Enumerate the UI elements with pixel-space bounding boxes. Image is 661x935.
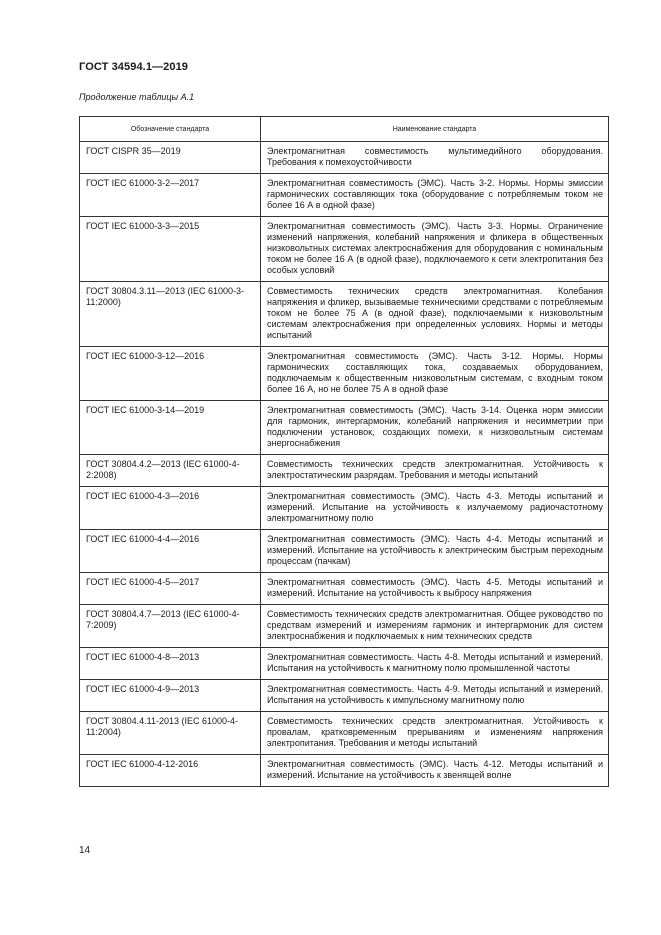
standard-code: ГОСТ IEC 61000-3-2—2017	[80, 174, 261, 217]
table-row	[80, 487, 609, 530]
standard-name: Электромагнитная совместимость (ЭМС). Часть 4-4. Методы испытаний и измерений. Испытание на устойчивость к электрическим быстрым переходным процессам (пачкам)	[261, 530, 609, 573]
standard-name: Электромагнитная совместимость (ЭМС). Часть 3-2. Нормы. Нормы эмиссии гармонических составляющих тока (оборудование с потребляемым током не более 16 А в одной фазе)	[261, 174, 609, 217]
table-header-row	[80, 117, 609, 142]
standard-name: Совместимость технических средств электромагнитная. Устойчивость к электростатическим разрядам. Требования и методы испытаний	[261, 455, 609, 487]
standard-code: ГОСТ 30804.4.2—2013 (IEC 61000-4-2:2008)	[80, 455, 261, 487]
standard-code: ГОСТ IEC 61000-4-3—2016	[80, 487, 261, 530]
table-row	[80, 174, 609, 217]
standard-code: ГОСТ IEC 61000-4-4—2016	[80, 530, 261, 573]
table-row	[80, 648, 609, 680]
standard-code: ГОСТ IEC 61000-3-14—2019	[80, 401, 261, 455]
table-header	[80, 117, 609, 142]
standard-code: ГОСТ IEC 61000-4-8—2013	[80, 648, 261, 680]
table-caption: Продолжение таблицы А.1	[79, 92, 195, 102]
standard-name: Электромагнитная совместимость (ЭМС). Часть 3-3. Нормы. Ограничение изменений напряжения, колебаний напряжения и фликера в общественных низковольтных системах электроснабжения для оборудования с номинальным током не более 16 А (в одной фазе), подключаемого к сети электропитания без особых условий	[261, 217, 609, 282]
standard-code: ГОСТ IEC 61000-3-12—2016	[80, 347, 261, 401]
standard-code: ГОСТ IEC 61000-4-9—2013	[80, 680, 261, 712]
table-row	[80, 455, 609, 487]
table-row	[80, 605, 609, 648]
standard-name: Электромагнитная совместимость (ЭМС). Часть 4-5. Методы испытаний и измерений. Испытание на устойчивость к выбросу напряжения	[261, 573, 609, 605]
standard-name: Электромагнитная совместимость (ЭМС). Часть 4-12. Методы испытаний и измерений. Испытание на устойчивость к звенящей волне	[261, 755, 609, 787]
table-row	[80, 347, 609, 401]
table-row	[80, 573, 609, 605]
standard-code: ГОСТ CISPR 35—2019	[80, 142, 261, 174]
table-body	[80, 142, 609, 787]
standard-name: Электромагнитная совместимость. Часть 4-9. Методы испытаний и измерений. Испытания на устойчивость к импульсному магнитному полю	[261, 680, 609, 712]
table-row	[80, 755, 609, 787]
standards-table	[79, 116, 609, 787]
table-row	[80, 530, 609, 573]
standard-name: Совместимость технических средств электромагнитная. Устойчивость к провалам, кратковременным прерываниям и изменениям напряжения электропитания. Требования и методы испытаний	[261, 712, 609, 755]
standard-name: Электромагнитная совместимость мультимедийного оборудования. Требования к помехоустойчивости	[261, 142, 609, 174]
table-row	[80, 401, 609, 455]
standard-name: Электромагнитная совместимость (ЭМС). Часть 3-14. Оценка норм эмиссии для гармоник, интергармоник, колебаний напряжения и несимметрии при подключении установок, создающих помехи, к низковольтным системам энергоснабжения	[261, 401, 609, 455]
page-number: 14	[79, 845, 91, 856]
standard-code: ГОСТ 30804.3.11—2013 (IEC 61000-3-11:2000)	[80, 282, 261, 347]
standard-code: ГОСТ IEC 61000-4-12-2016	[80, 755, 261, 787]
document-header: ГОСТ 34594.1—2019	[79, 61, 189, 73]
standard-name: Электромагнитная совместимость. Часть 4-8. Методы испытаний и измерений. Испытания на устойчивость к магнитному полю промышленной частоты	[261, 648, 609, 680]
standard-code: ГОСТ IEC 61000-4-5—2017	[80, 573, 261, 605]
standard-code: ГОСТ 30804.4.11-2013 (IEC 61000-4-11:2004)	[80, 712, 261, 755]
table-row	[80, 712, 609, 755]
standard-name: Электромагнитная совместимость (ЭМС). Часть 3-12. Нормы. Нормы гармонических составляющих тока, создаваемых оборудованием, подключаемым к общественным низковольтным системам, с входным током более 16 А, но не более 75 А в одной фазе	[261, 347, 609, 401]
table-row	[80, 217, 609, 282]
table-row	[80, 680, 609, 712]
table-row	[80, 282, 609, 347]
standard-name: Совместимость технических средств электромагнитная. Общее руководство по средствам измерений и измерениям гармоник и интергармоник для систем электроснабжения и подключаемых к ним технических средств	[261, 605, 609, 648]
standard-name: Электромагнитная совместимость (ЭМС). Часть 4-3. Методы испытаний и измерений. Испытание на устойчивость к излучаемому радиочастотному электромагнитному полю	[261, 487, 609, 530]
column-header-code: Обозначение стандарта	[80, 117, 261, 142]
standard-code: ГОСТ IEC 61000-3-3—2015	[80, 217, 261, 282]
column-header-name: Наименование стандарта	[261, 117, 609, 142]
standard-code: ГОСТ 30804.4.7—2013 (IEC 61000-4-7:2009)	[80, 605, 261, 648]
standard-name: Совместимость технических средств электромагнитная. Колебания напряжения и фликер, вызываемые техническими средствами с потребляемым током не более 75 А (в одной фазе), подключаемыми к низковольтным системам электроснабжения при определенных условиях. Нормы и методы испытаний	[261, 282, 609, 347]
table-row	[80, 142, 609, 174]
